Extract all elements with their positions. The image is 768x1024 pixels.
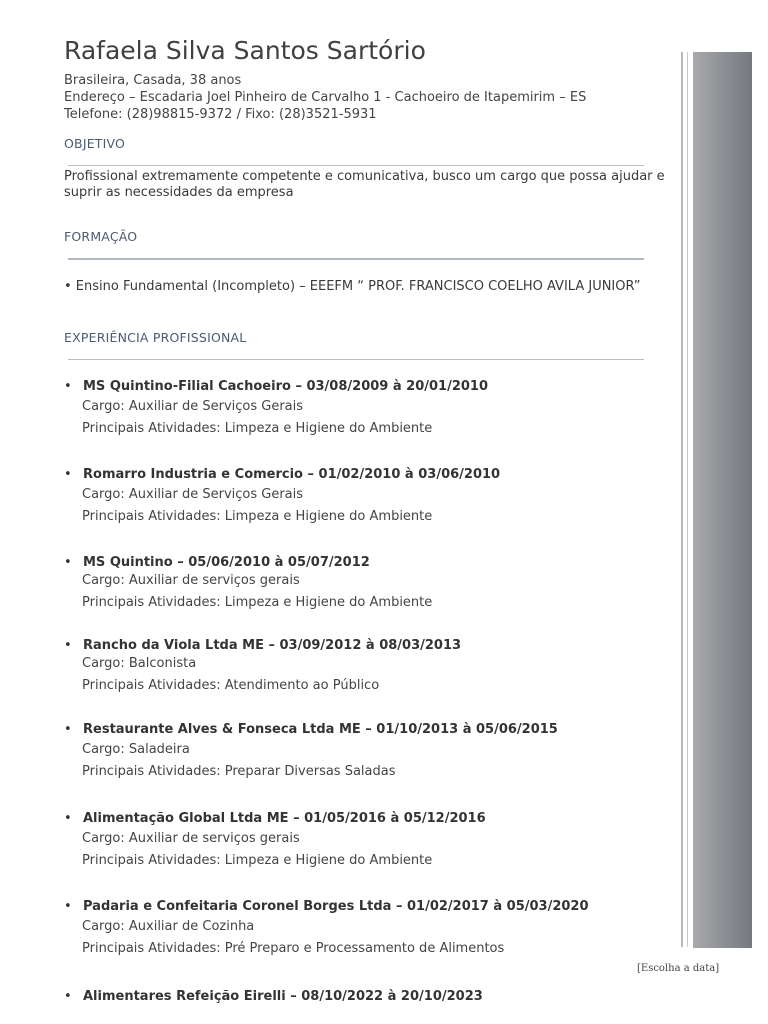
objective-rule bbox=[68, 165, 644, 166]
job-activities: Principais Atividades: Atendimento ao Público bbox=[82, 678, 380, 693]
job-role: Cargo: Auxiliar de serviços gerais bbox=[82, 573, 300, 588]
bullet-icon: • bbox=[64, 899, 72, 914]
job-heading bbox=[64, 465, 674, 485]
job-company-period: Rancho da Viola Ltda ME – 03/09/2012 à 08/03/2013 bbox=[83, 638, 462, 653]
job-activities: Principais Atividades: Preparar Diversas Saladas bbox=[82, 764, 396, 779]
job-entry bbox=[64, 720, 674, 782]
job-activities: Principais Atividades: Limpeza e Higiene do Ambiente bbox=[82, 853, 433, 868]
sidebar-divider bbox=[687, 52, 688, 947]
objective-title: OBJETIVO bbox=[64, 136, 126, 151]
job-heading bbox=[64, 636, 674, 656]
bullet-icon: • bbox=[64, 638, 72, 653]
job-role: Cargo: Saladeira bbox=[82, 742, 190, 757]
bullet-icon: • bbox=[64, 989, 72, 1004]
sidebar-decorative-bar bbox=[693, 52, 752, 948]
job-role: Cargo: Auxiliar de Cozinha bbox=[82, 919, 255, 934]
education-title: FORMAÇÃO bbox=[64, 229, 138, 244]
job-heading bbox=[64, 553, 674, 573]
job-entry bbox=[64, 809, 674, 871]
candidate-name: Rafaela Silva Santos Sartório bbox=[64, 36, 426, 65]
sidebar-divider bbox=[681, 52, 683, 947]
objective-text: Profissional extremamente competente e comunicativa, busco um cargo que possa ajudar e suprir as necessidades da empresa bbox=[64, 169, 665, 200]
job-activities: Principais Atividades: Limpeza e Higiene do Ambiente bbox=[82, 421, 433, 436]
job-entry bbox=[64, 897, 674, 959]
job-heading bbox=[64, 809, 674, 829]
bullet-icon: • bbox=[64, 379, 72, 394]
job-activities: Principais Atividades: Pré Preparo e Processamento de Alimentos bbox=[82, 941, 505, 956]
education-item: • Ensino Fundamental (Incompleto) – EEEFM “ PROF. FRANCISCO COELHO AVILA JUNIOR” bbox=[64, 279, 641, 294]
job-heading bbox=[64, 720, 674, 740]
personal-info: Brasileira, Casada, 38 anos bbox=[64, 73, 242, 88]
bullet-icon: • bbox=[64, 722, 72, 737]
job-heading bbox=[64, 377, 674, 397]
address-info: Endereço – Escadaria Joel Pinheiro de Carvalho 1 - Cachoeiro de Itapemirim – ES bbox=[64, 90, 587, 105]
job-entry bbox=[64, 377, 674, 439]
job-activities: Principais Atividades: Limpeza e Higiene do Ambiente bbox=[82, 509, 433, 524]
job-entry bbox=[64, 553, 674, 613]
job-activities: Principais Atividades: Limpeza e Higiene do Ambiente bbox=[82, 595, 433, 610]
job-entry bbox=[64, 465, 674, 527]
job-company-period: Alimentares Refeição Eirelli – 08/10/2022 à 20/10/2023 bbox=[83, 989, 483, 1004]
job-company-period: Restaurante Alves & Fonseca Ltda ME – 01/10/2013 à 05/06/2015 bbox=[83, 722, 558, 737]
job-heading bbox=[64, 987, 674, 1007]
job-role: Cargo: Auxiliar de Serviços Gerais bbox=[82, 487, 304, 502]
bullet-icon: • bbox=[64, 811, 72, 826]
job-role: Cargo: Auxiliar de serviços gerais bbox=[82, 831, 300, 846]
job-company-period: Alimentação Global Ltda ME – 01/05/2016 à 05/12/2016 bbox=[83, 811, 486, 826]
job-entry bbox=[64, 636, 674, 696]
job-role: Cargo: Balconista bbox=[82, 656, 197, 671]
job-heading bbox=[64, 897, 674, 917]
job-company-period: MS Quintino-Filial Cachoeiro – 03/08/2009 à 20/01/2010 bbox=[83, 379, 489, 394]
date-picker-field[interactable]: [Escolha a data] bbox=[637, 963, 720, 974]
experience-rule bbox=[68, 359, 644, 360]
job-company-period: Padaria e Confeitaria Coronel Borges Ltda – 01/02/2017 à 05/03/2020 bbox=[83, 899, 589, 914]
job-entry bbox=[64, 987, 674, 1007]
bullet-icon: • bbox=[64, 555, 72, 570]
phone-info: Telefone: (28)98815-9372 / Fixo: (28)3521-5931 bbox=[64, 107, 377, 122]
job-company-period: Romarro Industria e Comercio – 01/02/2010 à 03/06/2010 bbox=[83, 467, 501, 482]
job-company-period: MS Quintino – 05/06/2010 à 05/07/2012 bbox=[83, 555, 370, 570]
experience-title: EXPERIÊNCIA PROFISSIONAL bbox=[64, 330, 247, 345]
job-role: Cargo: Auxiliar de Serviços Gerais bbox=[82, 399, 304, 414]
education-rule bbox=[68, 258, 644, 260]
bullet-icon: • bbox=[64, 467, 72, 482]
